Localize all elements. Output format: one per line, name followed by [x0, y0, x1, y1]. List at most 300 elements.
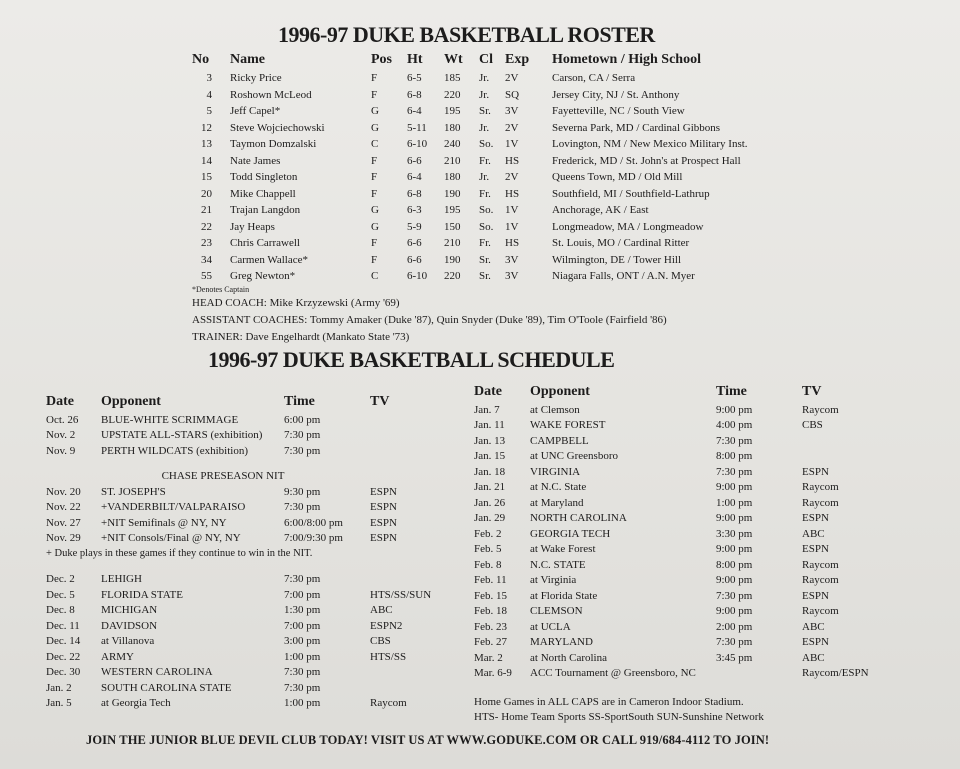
header-experience: Exp — [505, 52, 530, 67]
player-weight: 195 — [444, 105, 461, 118]
header-opponent: Opponent — [530, 384, 590, 399]
player-height: 6-8 — [407, 187, 422, 200]
game-time: 3:45 pm — [716, 651, 753, 664]
player-experience: 2V — [505, 171, 519, 184]
game-time: 7:30 pm — [716, 434, 753, 447]
schedule-row — [46, 696, 440, 712]
schedule-row — [474, 433, 892, 449]
game-tv: Raycom — [802, 496, 839, 509]
player-class: Jr. — [479, 72, 490, 85]
header-weight: Wt — [444, 52, 463, 67]
game-time: 6:00 pm — [284, 413, 321, 426]
game-date: Nov. 20 — [46, 485, 81, 498]
game-opponent: LEHIGH — [101, 573, 142, 586]
header-name: Name — [230, 52, 265, 67]
game-date: Feb. 27 — [474, 636, 507, 649]
player-weight: 240 — [444, 138, 461, 151]
roster-row — [192, 70, 852, 87]
roster-title: 1996-97 DUKE BASKETBALL ROSTER — [278, 22, 655, 47]
game-time: 7:30 pm — [716, 465, 753, 478]
schedule-row — [474, 666, 892, 682]
roster-row — [192, 120, 852, 137]
header-position: Pos — [371, 52, 392, 67]
header-date: Date — [46, 394, 74, 409]
player-experience: HS — [505, 237, 520, 250]
game-opponent: CAMPBELL — [530, 434, 589, 447]
game-time: 7:00 pm — [284, 588, 321, 601]
player-weight: 150 — [444, 220, 461, 233]
game-tv: ESPN — [370, 485, 397, 498]
player-height: 6-8 — [407, 88, 422, 101]
game-time: 9:00 pm — [716, 543, 753, 556]
player-height: 6-3 — [407, 204, 422, 217]
game-tv: HTS/SS/SUN — [370, 588, 432, 601]
schedule-row — [474, 480, 892, 496]
schedule-row — [474, 619, 892, 635]
schedule-row — [474, 588, 892, 604]
game-date: Dec. 5 — [46, 588, 75, 601]
player-experience: HS — [505, 154, 520, 167]
game-opponent: ACC Tournament @ Greensboro, NC — [530, 667, 696, 680]
header-height: Ht — [407, 52, 423, 67]
game-tv: ESPN — [802, 512, 829, 525]
player-name: Nate James — [230, 154, 281, 167]
roster-row — [192, 87, 852, 104]
game-date: Nov. 27 — [46, 516, 81, 529]
game-date: Dec. 22 — [46, 650, 81, 663]
game-opponent: +NIT Semifinals @ NY, NY — [101, 516, 227, 529]
schedule-row — [46, 500, 440, 516]
schedule-row — [46, 665, 440, 681]
schedule-row — [474, 604, 892, 620]
game-tv — [370, 572, 440, 588]
player-name: Chris Carrawell — [230, 237, 300, 250]
schedule-right-body — [474, 402, 892, 681]
schedule-row — [46, 649, 440, 665]
nit-heading: CHASE PRESEASON NIT — [161, 470, 285, 483]
schedule-row — [46, 634, 440, 650]
player-weight: 190 — [444, 187, 461, 200]
player-class: Sr. — [479, 105, 491, 118]
game-date: Jan. 7 — [474, 403, 500, 416]
player-hometown: Anchorage, AK / East — [552, 204, 649, 217]
header-opponent: Opponent — [101, 394, 161, 409]
player-hometown: Lovington, NM / New Mexico Military Inst. — [552, 138, 748, 151]
game-opponent: MARYLAND — [530, 636, 593, 649]
player-name: Ricky Price — [230, 72, 282, 85]
game-opponent: SOUTH CAROLINA STATE — [101, 681, 232, 694]
game-tv: ESPN — [370, 532, 397, 545]
game-tv: ABC — [802, 651, 825, 664]
header-tv: TV — [802, 384, 822, 399]
game-tv: ESPN — [802, 543, 829, 556]
nit-note: + Duke plays in these games if they continue to win in the NIT. — [46, 548, 313, 560]
schedule-row — [474, 418, 892, 434]
player-height: 6-6 — [407, 237, 422, 250]
game-opponent: FLORIDA STATE — [101, 588, 183, 601]
game-opponent: +NIT Consols/Final @ NY, NY — [101, 532, 241, 545]
game-time: 3:00 pm — [284, 635, 321, 648]
header-date: Date — [474, 384, 502, 399]
game-tv: ABC — [802, 527, 825, 540]
player-hometown: Severna Park, MD / Cardinal Gibbons — [552, 121, 721, 134]
nit-note-section — [46, 546, 440, 572]
header-hometown: Hometown / High School — [552, 52, 701, 67]
game-date: Feb. 15 — [474, 589, 507, 602]
player-hometown: Southfield, MI / Southfield-Lathrup — [552, 187, 710, 200]
game-opponent: at Villanova — [101, 635, 155, 648]
player-weight: 220 — [444, 88, 461, 101]
header-time: Time — [284, 394, 315, 409]
game-time: 1:00 pm — [284, 697, 321, 710]
game-time: 7:30 pm — [284, 666, 321, 679]
player-name: Jeff Capel* — [230, 105, 281, 118]
schedule-row — [46, 428, 440, 444]
game-time: 1:00 pm — [284, 650, 321, 663]
player-position: F — [371, 88, 378, 101]
schedule-table-left — [46, 392, 440, 711]
roster-row — [192, 268, 852, 285]
player-number: 13 — [201, 138, 212, 151]
player-position: G — [371, 105, 379, 118]
game-tv: Raycom — [802, 574, 839, 587]
game-tv: Raycom — [802, 403, 839, 416]
game-tv: ESPN — [802, 465, 829, 478]
game-opponent: CLEMSON — [530, 605, 583, 618]
game-tv: ESPN — [802, 636, 829, 649]
assistant-coaches: ASSISTANT COACHES: Tommy Amaker (Duke '87), Quin Snyder (Duke '89), Tim O'Toole (Fairfield '86) — [192, 314, 667, 326]
roster-row — [192, 186, 852, 203]
player-weight: 210 — [444, 237, 461, 250]
game-tv: ABC — [802, 620, 825, 633]
game-date: Feb. 8 — [474, 558, 502, 571]
schedule-row — [474, 511, 892, 527]
game-opponent: at Clemson — [530, 403, 580, 416]
player-class: So. — [479, 204, 494, 217]
schedule-row — [46, 587, 440, 603]
player-number: 15 — [201, 171, 212, 184]
player-hometown: Longmeadow, MA / Longmeadow — [552, 220, 704, 233]
player-experience: 1V — [505, 220, 519, 233]
game-tv: ESPN — [802, 589, 829, 602]
roster-row — [192, 153, 852, 170]
player-position: F — [371, 187, 378, 200]
game-date: Jan. 11 — [474, 419, 505, 432]
schedule-row — [474, 635, 892, 651]
schedule-row — [474, 449, 892, 465]
game-tv — [370, 428, 440, 444]
schedule-row — [474, 650, 892, 666]
player-number: 12 — [201, 121, 212, 134]
player-name: Mike Chappell — [230, 187, 296, 200]
game-date: Nov. 29 — [46, 532, 81, 545]
game-time: 9:30 pm — [284, 485, 321, 498]
game-time: 9:00 pm — [716, 403, 753, 416]
header-time: Time — [716, 384, 747, 399]
player-position: F — [371, 237, 378, 250]
player-experience: HS — [505, 187, 520, 200]
player-hometown: Jersey City, NJ / St. Anthony — [552, 88, 680, 101]
club-promo-footer: JOIN THE JUNIOR BLUE DEVIL CLUB TODAY! VISIT US AT WWW.GODUKE.COM OR CALL 919/684-4112 TO JOIN! — [86, 733, 770, 747]
game-tv — [370, 412, 440, 428]
schedule-row — [474, 542, 892, 558]
player-number: 20 — [201, 187, 212, 200]
player-class: Jr. — [479, 88, 490, 101]
game-time: 9:00 pm — [716, 481, 753, 494]
player-position: F — [371, 171, 378, 184]
schedule-left-nit — [46, 484, 440, 546]
roster-row — [192, 252, 852, 269]
player-position: G — [371, 204, 379, 217]
player-experience: 3V — [505, 105, 519, 118]
game-time: 3:30 pm — [716, 527, 753, 540]
game-date: Feb. 5 — [474, 543, 502, 556]
game-tv: ESPN2 — [370, 619, 403, 632]
player-name: Steve Wojciechowski — [230, 121, 325, 134]
network-legend: HTS- Home Team Sports SS-SportSouth SUN-Sunshine Network — [474, 711, 764, 723]
game-tv: ESPN — [370, 516, 397, 529]
schedule-row — [46, 572, 440, 588]
game-time: 7:00 pm — [284, 619, 321, 632]
roster-row — [192, 235, 852, 252]
player-position: C — [371, 270, 379, 283]
game-date: Dec. 11 — [46, 619, 80, 632]
schedule-row — [46, 680, 440, 696]
player-name: Roshown McLeod — [230, 88, 312, 101]
game-time: 7:30 pm — [716, 589, 753, 602]
roster-header-row — [192, 50, 852, 70]
game-tv — [370, 443, 440, 459]
player-weight: 210 — [444, 154, 461, 167]
player-weight: 195 — [444, 204, 461, 217]
game-opponent: at Wake Forest — [530, 543, 596, 556]
player-weight: 185 — [444, 72, 461, 85]
schedule-header-row — [46, 392, 440, 412]
game-opponent: +VANDERBILT/VALPARAISO — [101, 501, 246, 514]
player-hometown: Carson, CA / Serra — [552, 72, 636, 85]
roster-row — [192, 202, 852, 219]
roster-row — [192, 136, 852, 153]
player-weight: 180 — [444, 121, 461, 134]
game-date: Feb. 23 — [474, 620, 507, 633]
roster-row — [192, 169, 852, 186]
player-name: Todd Singleton — [230, 171, 298, 184]
schedule-left-december — [46, 572, 440, 712]
game-opponent: MICHIGAN — [101, 604, 158, 617]
game-date: Dec. 14 — [46, 635, 81, 648]
game-opponent: N.C. STATE — [530, 558, 586, 571]
game-opponent: at Florida State — [530, 589, 598, 602]
player-height: 6-4 — [407, 171, 422, 184]
player-position: C — [371, 138, 379, 151]
schedule-row — [46, 515, 440, 531]
player-name: Carmen Wallace* — [230, 253, 309, 266]
game-date: Jan. 2 — [46, 681, 72, 694]
game-opponent: PERTH WILDCATS (exhibition) — [101, 444, 249, 457]
game-opponent: at North Carolina — [530, 651, 607, 664]
game-tv: HTS/SS — [370, 650, 407, 663]
schedule-row — [46, 618, 440, 634]
player-experience: 3V — [505, 253, 519, 266]
player-hometown: Niagara Falls, ONT / A.N. Myer — [552, 270, 695, 283]
player-position: F — [371, 154, 378, 167]
schedule-row — [474, 402, 892, 418]
game-date: Jan. 18 — [474, 465, 506, 478]
game-opponent: UPSTATE ALL-STARS (exhibition) — [101, 429, 263, 442]
game-tv — [802, 449, 892, 465]
home-games-note: Home Games in ALL CAPS are in Cameron Indoor Stadium. — [474, 696, 744, 708]
game-date: Jan. 15 — [474, 450, 506, 463]
schedule-table-right — [474, 382, 892, 681]
player-hometown: Wilmington, DE / Tower Hill — [552, 253, 682, 266]
game-time: 4:00 pm — [716, 419, 753, 432]
player-position: F — [371, 72, 378, 85]
player-number: 23 — [201, 237, 212, 250]
game-opponent: GEORGIA TECH — [530, 527, 611, 540]
header-tv: TV — [370, 394, 390, 409]
player-class: Jr. — [479, 171, 490, 184]
player-height: 6-10 — [407, 138, 428, 151]
game-date: Dec. 8 — [46, 604, 75, 617]
player-class: So. — [479, 220, 494, 233]
player-height: 6-6 — [407, 154, 422, 167]
player-experience: 2V — [505, 121, 519, 134]
player-name: Greg Newton* — [230, 270, 296, 283]
game-time: 7:30 pm — [284, 429, 321, 442]
schedule-row — [474, 464, 892, 480]
game-time: 1:30 pm — [284, 604, 321, 617]
game-opponent: at Maryland — [530, 496, 584, 509]
player-name: Jay Heaps — [230, 220, 275, 233]
game-date: Jan. 26 — [474, 496, 506, 509]
player-number: 5 — [206, 105, 212, 118]
player-number: 3 — [206, 72, 212, 85]
player-experience: 1V — [505, 138, 519, 151]
player-experience: 2V — [505, 72, 519, 85]
schedule-row — [474, 495, 892, 511]
player-class: Fr. — [479, 154, 491, 167]
player-number: 34 — [201, 253, 212, 266]
game-opponent: at N.C. State — [530, 481, 587, 494]
player-experience: 3V — [505, 270, 519, 283]
game-date: Dec. 30 — [46, 666, 81, 679]
nit-heading-section — [46, 459, 440, 485]
game-date: Nov. 9 — [46, 444, 76, 457]
schedule-title: 1996-97 DUKE BASKETBALL SCHEDULE — [208, 347, 615, 372]
game-tv: Raycom/ESPN — [802, 667, 869, 680]
player-height: 5-11 — [407, 121, 427, 134]
game-date: Jan. 5 — [46, 697, 72, 710]
game-tv — [370, 665, 440, 681]
roster-body — [192, 70, 852, 285]
game-time: 7:30 pm — [284, 573, 321, 586]
player-weight: 180 — [444, 171, 461, 184]
game-tv: CBS — [370, 635, 391, 648]
schedule-row — [474, 526, 892, 542]
game-time: 7:30 pm — [284, 681, 321, 694]
game-date: Jan. 29 — [474, 512, 506, 525]
player-position: F — [371, 253, 378, 266]
roster-table — [192, 50, 852, 285]
schedule-row — [46, 484, 440, 500]
player-experience: 1V — [505, 204, 519, 217]
player-weight: 190 — [444, 253, 461, 266]
player-class: Jr. — [479, 121, 490, 134]
player-class: Sr. — [479, 270, 491, 283]
game-opponent: BLUE-WHITE SCRIMMAGE — [101, 413, 239, 426]
schedule-row — [46, 443, 440, 459]
game-opponent: at UCLA — [530, 620, 571, 633]
game-date: Mar. 6-9 — [474, 667, 512, 680]
player-hometown: Queens Town, MD / Old Mill — [552, 171, 683, 184]
game-date: Oct. 26 — [46, 413, 79, 426]
player-position: G — [371, 121, 379, 134]
game-time: 9:00 pm — [716, 574, 753, 587]
player-hometown: Fayetteville, NC / South View — [552, 105, 685, 118]
game-time: 7:30 pm — [284, 501, 321, 514]
player-number: 21 — [201, 204, 212, 217]
game-time: 6:00/8:00 pm — [284, 516, 343, 529]
game-date: Nov. 22 — [46, 501, 81, 514]
game-tv — [370, 680, 440, 696]
player-number: 14 — [201, 154, 212, 167]
player-class: Sr. — [479, 253, 491, 266]
game-opponent: ARMY — [101, 650, 135, 663]
game-time: 7:00/9:30 pm — [284, 532, 343, 545]
game-opponent: VIRGINIA — [530, 465, 581, 478]
game-time: 1:00 pm — [716, 496, 753, 509]
schedule-row — [46, 531, 440, 547]
player-position: G — [371, 220, 379, 233]
game-date: Feb. 18 — [474, 605, 507, 618]
schedule-row — [46, 603, 440, 619]
game-tv: Raycom — [802, 481, 839, 494]
schedule-row — [474, 557, 892, 573]
game-tv: Raycom — [370, 697, 407, 710]
trainer: TRAINER: Dave Engelhardt (Mankato State '73) — [192, 331, 410, 343]
schedule-row — [46, 412, 440, 428]
game-date: Jan. 13 — [474, 434, 506, 447]
game-time: 9:00 pm — [716, 605, 753, 618]
game-time: 8:00 pm — [716, 558, 753, 571]
header-class: Cl — [479, 52, 493, 67]
player-class: Fr. — [479, 187, 491, 200]
captain-note: *Denotes Captain — [192, 285, 250, 294]
player-height: 5-9 — [407, 220, 422, 233]
game-date: Jan. 21 — [474, 481, 506, 494]
game-date: Feb. 11 — [474, 574, 507, 587]
player-hometown: St. Louis, MO / Cardinal Ritter — [552, 237, 690, 250]
player-name: Taymon Domzalski — [230, 138, 317, 151]
game-opponent: at Georgia Tech — [101, 697, 171, 710]
game-date: Feb. 2 — [474, 527, 502, 540]
game-date: Dec. 2 — [46, 573, 75, 586]
game-tv: Raycom — [802, 558, 839, 571]
game-time: 8:00 pm — [716, 450, 753, 463]
game-time: 7:30 pm — [284, 444, 321, 457]
game-opponent: NORTH CAROLINA — [530, 512, 627, 525]
player-experience: SQ — [505, 88, 520, 101]
game-opponent: at Virginia — [530, 574, 577, 587]
game-time — [716, 666, 802, 682]
player-class: So. — [479, 138, 494, 151]
game-tv: ABC — [370, 604, 393, 617]
player-height: 6-5 — [407, 72, 422, 85]
schedule-row — [474, 573, 892, 589]
game-time: 2:00 pm — [716, 620, 753, 633]
player-height: 6-10 — [407, 270, 428, 283]
game-time: 9:00 pm — [716, 512, 753, 525]
